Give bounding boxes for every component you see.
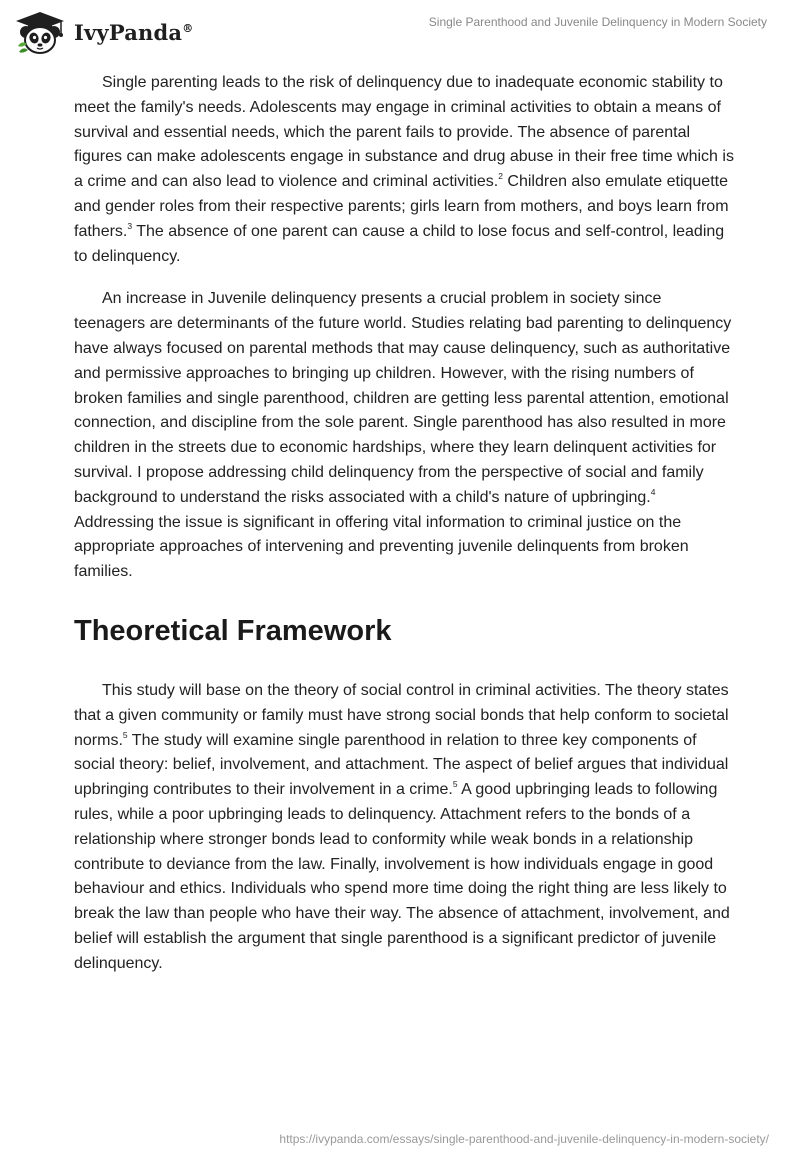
ivypanda-logo[interactable] (14, 10, 193, 54)
source-url[interactable]: https://ivypanda.com/essays/single-parenthood-and-juvenile-delinquency-in-modern-society/ (279, 1132, 769, 1146)
footnote-ref[interactable]: 2 (498, 171, 503, 182)
paragraph-3: This study will base on the theory of social control in criminal activities. The theory states that a given community or family must have strong social bonds that help conform to societal norms.$^5$ The study will examine single parenthood in relation to three key components of social theory: belief, involvement, and attachment. The aspect of belief argues that individual upbringing contributes to their involvement in a crime.$^5$ A good upbringing leads to following rules, while a poor upbringing leads to delinquency. Attachment refers to the bonds of a relationship where stronger bonds lead to conformity while weak bonds in a relationship contribute to deviance from the law. Finally, involvement is how individuals engage in good behaviour and ethics. Individuals who spend more time doing the right thing are less likely to break the law than people who have their way. The absence of attachment, involvement, and belief will establish the argument that single parenthood is a significant predictor of juvenile delinquency. (74, 681, 730, 972)
section-heading: Theoretical Framework (74, 614, 392, 647)
paragraph-1: Single parenting leads to the risk of delinquency due to inadequate economic stability to meet the family's needs. Adolescents may engage in criminal activities to obtain a means of survival and essential needs, which the parent fails to provide. The absence of parental figures can make adolescents engage in substance and drug abuse in their free time which is a crime and can also lead to violence and criminal activities.$^2$ Children also emulate etiquette and gender roles from their respective parents; girls learn from mothers, and boys learn from fathers.$^3$ The absence of one parent can cause a child to lose focus and self-control, leading to delinquency. (74, 74, 734, 265)
panda-graduate-icon (14, 10, 66, 54)
footnote-ref[interactable]: 5 (122, 729, 128, 740)
logo-text: IvyPanda® (74, 19, 194, 45)
footnote-ref[interactable]: 4 (650, 486, 656, 497)
paragraph-2: An increase in Juvenile delinquency presents a crucial problem in society since teenagers are determinants of the future world. Studies relating bad parenting to delinquency have always focused on parental methods that may cause delinquency, such as authoritative and permissive approaches to bringing up children. However, with the rising numbers of broken families and single parenthood, children are getting less parental attention, emotional connection, and discipline from the sole parent. Single parenthood has also resulted in more children in the streets due to economic hardships, where they learn delinquent activities for survival. I propose addressing child delinquency from the perspective of social and family background to understand the risks associated with a child's nature of upbringing.$^4$ Addressing the issue is significant in offering vital information to criminal justice on the appropriate approaches of intervening and preventing juvenile delinquents from broken families. (74, 290, 732, 581)
essay-body (74, 71, 734, 977)
running-title: Single Parenthood and Juvenile Delinquency in Modern Society (428, 15, 767, 29)
page-header (0, 0, 800, 60)
footnote-ref[interactable]: 5 (452, 779, 458, 790)
footnote-ref[interactable]: 3 (127, 220, 133, 231)
